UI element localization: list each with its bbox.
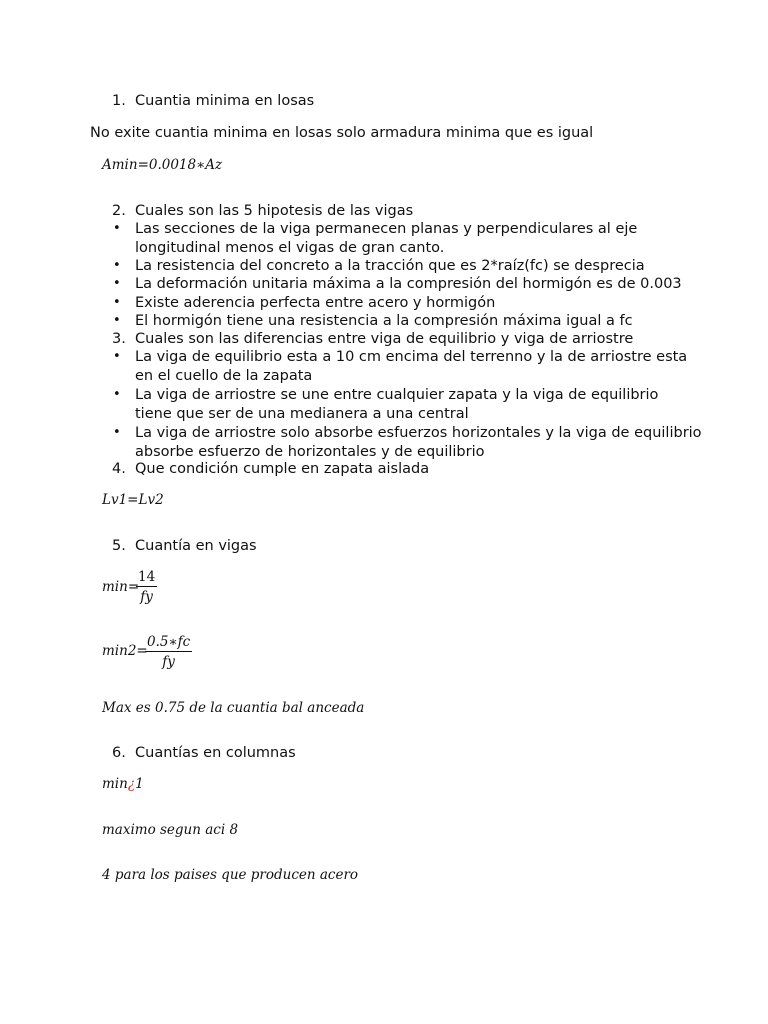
section-1-title: Cuantia minima en losas	[135, 93, 315, 109]
equation-col-max: maximo segun aci 8	[102, 822, 239, 838]
equation-col-min-a: min	[102, 776, 128, 792]
diferencia-item-3-line-2: absorbe esfuerzo de horizontales y de equilibrio	[135, 444, 485, 460]
hipotesis-item-1-line-1: Las secciones de la viga permanecen planas y perpendiculares al eje	[135, 221, 638, 237]
section-5-number: 5.	[112, 538, 126, 554]
hipotesis-item-3: La deformación unitaria máxima a la compresión del hormigón es de 0.003	[135, 276, 682, 292]
section-6-title: Cuantías en columnas	[135, 745, 296, 761]
hipotesis-item-4: Existe aderencia perfecta entre acero y hormigón	[135, 295, 496, 311]
bullet-icon: •	[113, 425, 121, 440]
section-3-title: Cuales son las diferencias entre viga de equilibrio y viga de arriostre	[135, 331, 634, 347]
equation-lv: Lv1=Lv2	[102, 492, 164, 508]
hipotesis-item-5: El hormigón tiene una resistencia a la compresión máxima igual a fc	[135, 313, 633, 329]
equation-col-min-b: 1	[135, 776, 144, 792]
equation-col-min-glyph: ¿	[127, 776, 136, 792]
equation-min2-fraction	[145, 634, 192, 670]
section-3-number: 3.	[112, 331, 126, 347]
bullet-icon: •	[113, 349, 121, 364]
equation-min2-numerator: 0.5∗fc	[147, 634, 191, 650]
equation-min-denominator: fy	[140, 589, 153, 605]
section-5-title: Cuantía en vigas	[135, 538, 257, 554]
equation-min-numerator: 14	[138, 569, 156, 585]
equation-min-label: min=	[102, 579, 140, 595]
equation-min-fraction	[136, 569, 157, 605]
bullet-icon: •	[113, 387, 121, 402]
diferencia-item-1-line-2: en el cuello de la zapata	[135, 368, 313, 384]
section-2-title: Cuales son las 5 hipotesis de las vigas	[135, 203, 414, 219]
section-2-number: 2.	[112, 203, 126, 219]
diferencia-item-1-line-1: La viga de equilibrio esta a 10 cm encima del terrenno y la de arriostre esta	[135, 349, 688, 365]
paragraph-losas: No exite cuantia minima en losas solo armadura minima que es igual	[90, 125, 594, 141]
diferencia-item-3-line-1: La viga de arriostre solo absorbe esfuerzos horizontales y la viga de equilibrio	[135, 425, 702, 441]
hipotesis-item-1-line-2: longitudinal menos el vigas de gran canto.	[135, 240, 445, 256]
equation-amin: Amin=0.0018∗Az	[102, 157, 223, 173]
bullet-icon: •	[113, 295, 121, 310]
section-4-number: 4.	[112, 461, 126, 477]
section-1-number: 1.	[112, 93, 126, 109]
bullet-icon: •	[113, 258, 121, 273]
equation-max: Max es 0.75 de la cuantia bal anceada	[102, 700, 365, 716]
bullet-icon: •	[113, 221, 121, 236]
bullet-icon: •	[113, 313, 121, 328]
section-6-number: 6.	[112, 745, 126, 761]
equation-min2-denominator: fy	[162, 654, 175, 670]
diferencia-item-2-line-2: tiene que ser de una medianera a una central	[135, 406, 469, 422]
bullet-icon: •	[113, 276, 121, 291]
equation-col-note: 4 para los paises que producen acero	[102, 867, 359, 883]
equation-col-min	[102, 776, 144, 792]
section-4-title: Que condición cumple en zapata aislada	[135, 461, 430, 477]
diferencia-item-2-line-1: La viga de arriostre se une entre cualquier zapata y la viga de equilibrio	[135, 387, 659, 403]
equation-min2-label: min2=	[102, 643, 148, 659]
hipotesis-item-2: La resistencia del concreto a la tracción que es 2*raíz(fc) se desprecia	[135, 258, 645, 274]
